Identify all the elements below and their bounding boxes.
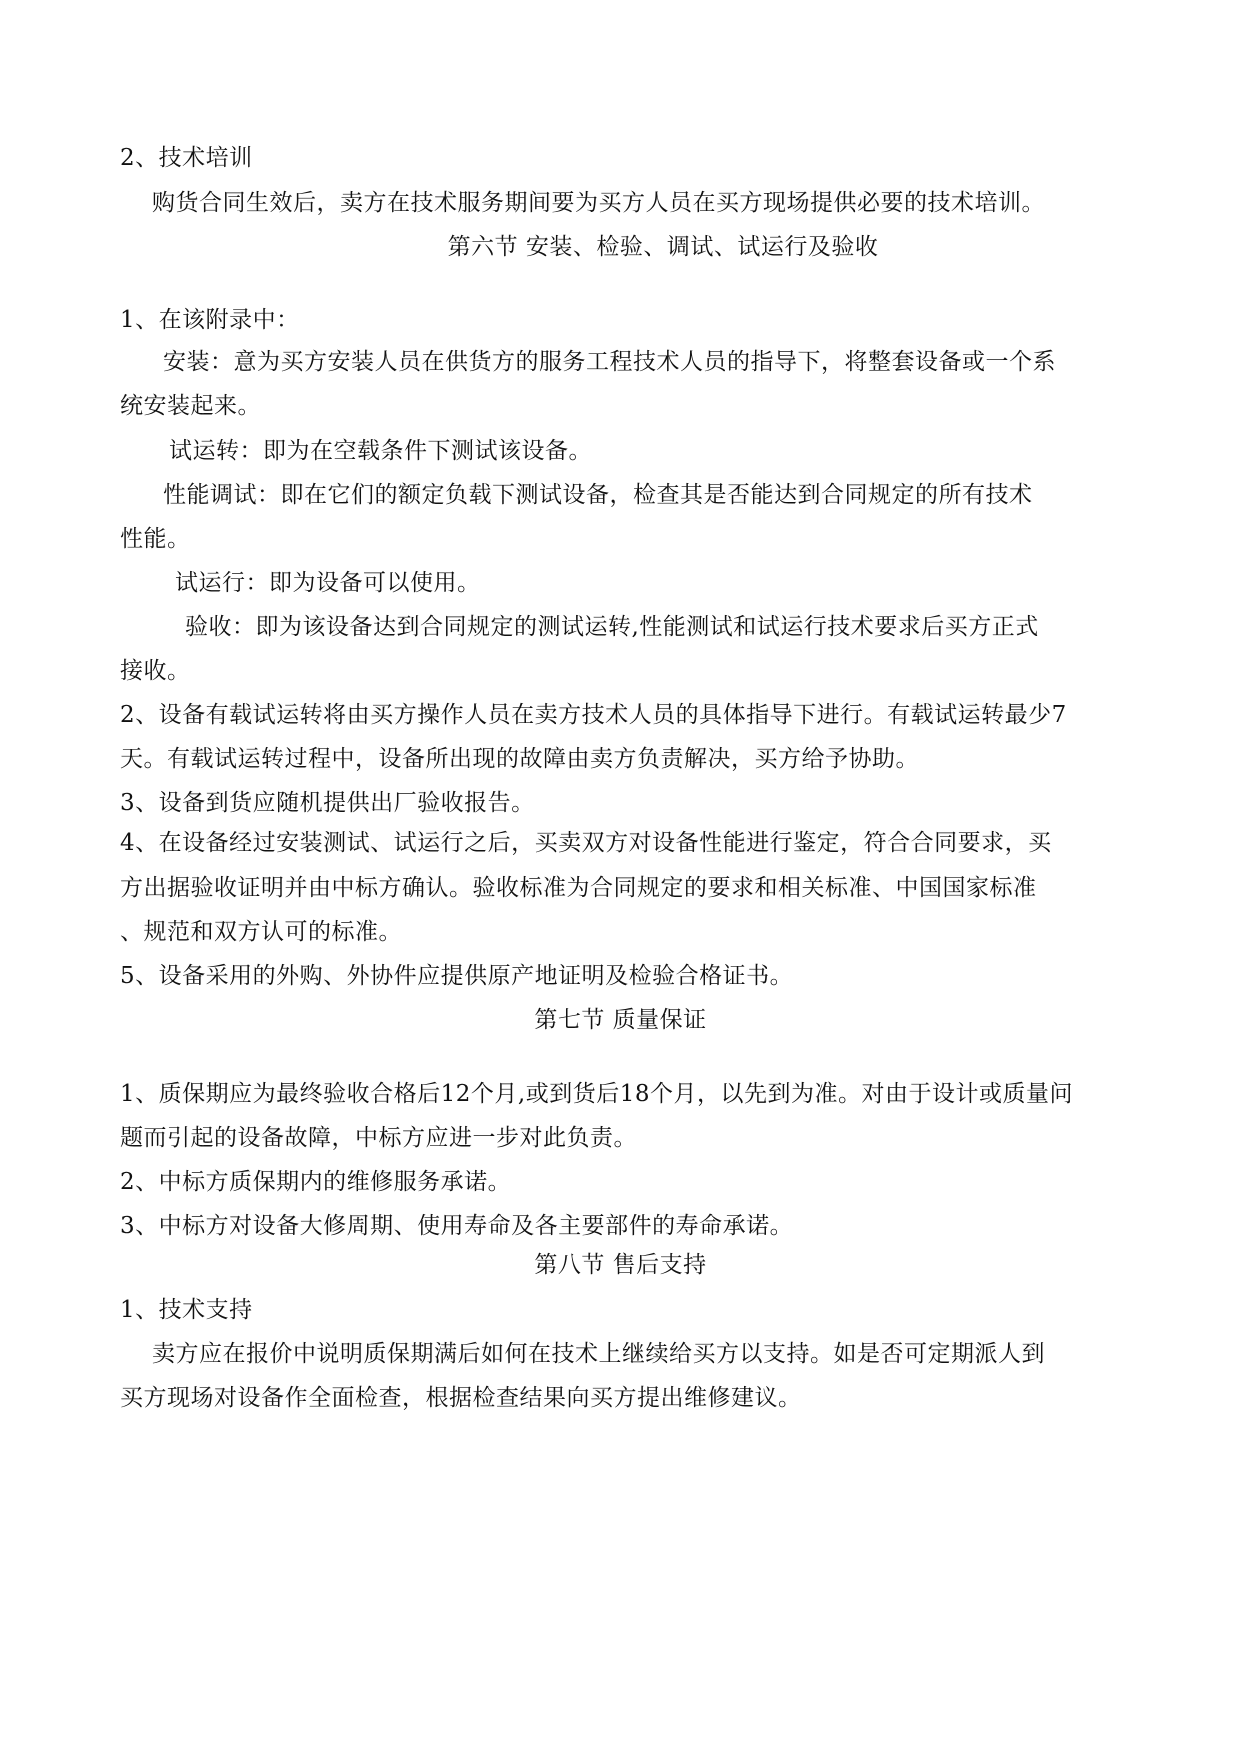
definition-acceptance-cont: 接收。 xyxy=(120,658,191,684)
item-warranty-period-cont: 题而引起的设备故障，中标方应进一步对此负责。 xyxy=(120,1125,637,1151)
item-acceptance-procedure-cont2: 、规范和双方认可的标准。 xyxy=(120,919,402,945)
item-warranty-period: 1、质保期应为最终验收合格后12个月,或到货后18个月，以先到为准。对由于设计或质量问 xyxy=(120,1081,1073,1107)
definition-installation-cont: 统安装起来。 xyxy=(120,393,261,419)
item-acceptance-procedure: 4、在设备经过安装测试、试运行之后，买卖双方对设备性能进行鉴定，符合合同要求，买 xyxy=(120,830,1052,856)
item-technical-support: 1、技术支持 xyxy=(120,1297,253,1323)
section-heading-6: 第六节 安装、检验、调试、试运行及验收 xyxy=(447,234,879,260)
definition-trial-operation: 试运行：即为设备可以使用。 xyxy=(175,570,481,596)
paragraph-support-body: 卖方应在报价中说明质保期满后如何在技术上继续给买方以支持。如是否可定期派人到 xyxy=(152,1341,1045,1367)
item-appendix-definitions: 1、在该附录中： xyxy=(120,307,300,333)
item-load-trial-run-cont: 天。有载试运转过程中，设备所出现的故障由卖方负责解决，买方给予协助。 xyxy=(120,746,919,772)
definition-performance-test-cont: 性能。 xyxy=(120,526,191,552)
definition-acceptance: 验收：即为该设备达到合同规定的测试运转,性能测试和试运行技术要求后买方正式 xyxy=(185,614,1039,640)
item-warranty-service: 2、中标方质保期内的维修服务承诺。 xyxy=(120,1169,512,1195)
paragraph-support-body-cont: 买方现场对设备作全面检查，根据检查结果向买方提出维修建议。 xyxy=(120,1385,802,1411)
definition-trial-run: 试运转：即为在空载条件下测试该设备。 xyxy=(169,438,592,464)
section-heading-8: 第八节 售后支持 xyxy=(534,1252,707,1278)
definition-performance-test: 性能调试：即在它们的额定负载下测试设备，检查其是否能达到合同规定的所有技术 xyxy=(163,482,1033,508)
item-lifetime-commitment: 3、中标方对设备大修周期、使用寿命及各主要部件的寿命承诺。 xyxy=(120,1213,794,1239)
item-factory-report: 3、设备到货应随机提供出厂验收报告。 xyxy=(120,790,535,816)
item-acceptance-procedure-cont1: 方出据验收证明并由中标方确认。验收标准为合同规定的要求和相关标准、中国国家标准 xyxy=(120,875,1037,901)
item-origin-certificate: 5、设备采用的外购、外协件应提供原产地证明及检验合格证书。 xyxy=(120,963,794,989)
paragraph-training-body: 购货合同生效后，卖方在技术服务期间要为买方人员在买方现场提供必要的技术培训。 xyxy=(152,190,1045,216)
section-heading-7: 第七节 质量保证 xyxy=(534,1007,707,1033)
item-load-trial-run: 2、设备有载试运转将由买方操作人员在卖方技术人员的具体指导下进行。有载试运转最少7 xyxy=(120,702,1067,728)
definition-installation: 安装：意为买方安装人员在供货方的服务工程技术人员的指导下，将整套设备或一个系 xyxy=(163,349,1056,375)
item-technical-training: 2、技术培训 xyxy=(120,145,253,171)
